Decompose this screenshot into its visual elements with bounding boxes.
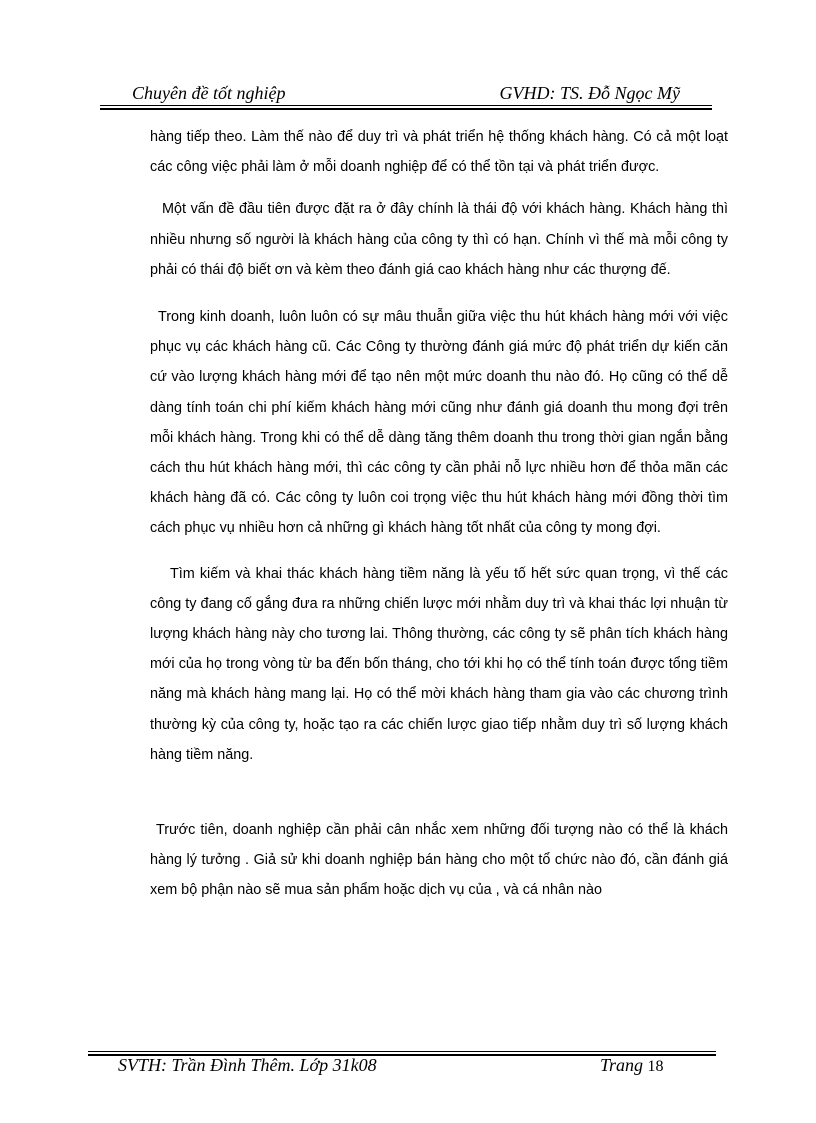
document-title: Chuyên đề tốt nghiệp — [132, 83, 286, 103]
document-body — [150, 122, 728, 906]
paragraph-1: hàng tiếp theo. Làm thế nào để duy trì và phát triển hệ thống khách hàng. Có cả một loạt các công việc phải làm ở mỗi doanh nghiệp để có thể tồn tại và phát triển được. — [150, 129, 728, 176]
paragraph-2: Một vấn đề đầu tiên được đặt ra ở đây chính là thái độ với khách hàng. Khách hàng thì nhiều nhưng số người là khách hàng của công ty thì có hạn. Chính vì thế mà mỗi công ty phải có thái độ biết ơn và kèm theo đánh giá cao khách hàng như các thượng đế. — [150, 201, 728, 278]
page-indicator — [600, 1055, 664, 1076]
student-info: SVTH: Trần Đình Thêm. Lớp 31k08 — [118, 1055, 377, 1075]
page-footer — [88, 1055, 716, 1079]
paragraph-4: Tìm kiếm và khai thác khách hàng tiềm năng là yếu tố hết sức quan trọng, vì thế các công ty đang cố gắng đưa ra những chiến lược mới nhằm duy trì và khai thác lợi nhuận từ lượng khách hàng này cho tương lai. Thông thường, các công ty sẽ phân tích khách hàng mới của họ trong vòng từ ba đến bốn tháng, cho tới khi họ có thể tính toán được tổng tiềm năng mà khách hàng mang lại. Họ có thể mời khách hàng tham gia vào các chương trình thường kỳ của công ty, hoặc tạo ra các chiến lược giao tiếp nhằm duy trì số lượng khách hàng tiềm năng. — [150, 565, 728, 763]
page-header — [100, 83, 712, 107]
paragraph-5: Trước tiên, doanh nghiệp cần phải cân nhắc xem những đối tượng nào có thể là khách hàng lý tưởng . Giả sử khi doanh nghiệp bán hàng cho một tổ chức nào đó, cần đánh giá xem bộ phận nào sẽ mua sản phẩm hoặc dịch vụ của , và cá nhân nào — [150, 822, 728, 899]
page-label: Trang — [600, 1055, 644, 1075]
paragraph-3: Trong kinh doanh, luôn luôn có sự mâu thuẫn giữa việc thu hút khách hàng mới với việc phục vụ các khách hàng cũ. Các Công ty thường đánh giá mức độ phát triển dự kiến căn cứ vào lượng khách hàng mới để tạo nên một mức doanh thu nào đó. Họ cũng có thể dễ dàng tính toán chi phí kiếm khách hàng mới cũng như đánh giá doanh thu mong đợi trên mỗi khách hàng. Trong khi có thể dễ dàng tăng thêm doanh thu trong thời gian ngắn bằng cách thu hút khách hàng mới, thì các công ty cần phải nỗ lực nhiều hơn để thỏa mãn các khách hàng đã có. Các công ty luôn coi trọng việc thu hút khách hàng mới đồng thời tìm cách phục vụ nhiều hơn cả những gì khách hàng tốt nhất của công ty mong đợi. — [150, 309, 728, 537]
header-divider — [100, 105, 712, 110]
page-number: 18 — [647, 1058, 664, 1075]
advisor-name: GVHD: TS. Đỗ Ngọc Mỹ — [499, 83, 680, 103]
